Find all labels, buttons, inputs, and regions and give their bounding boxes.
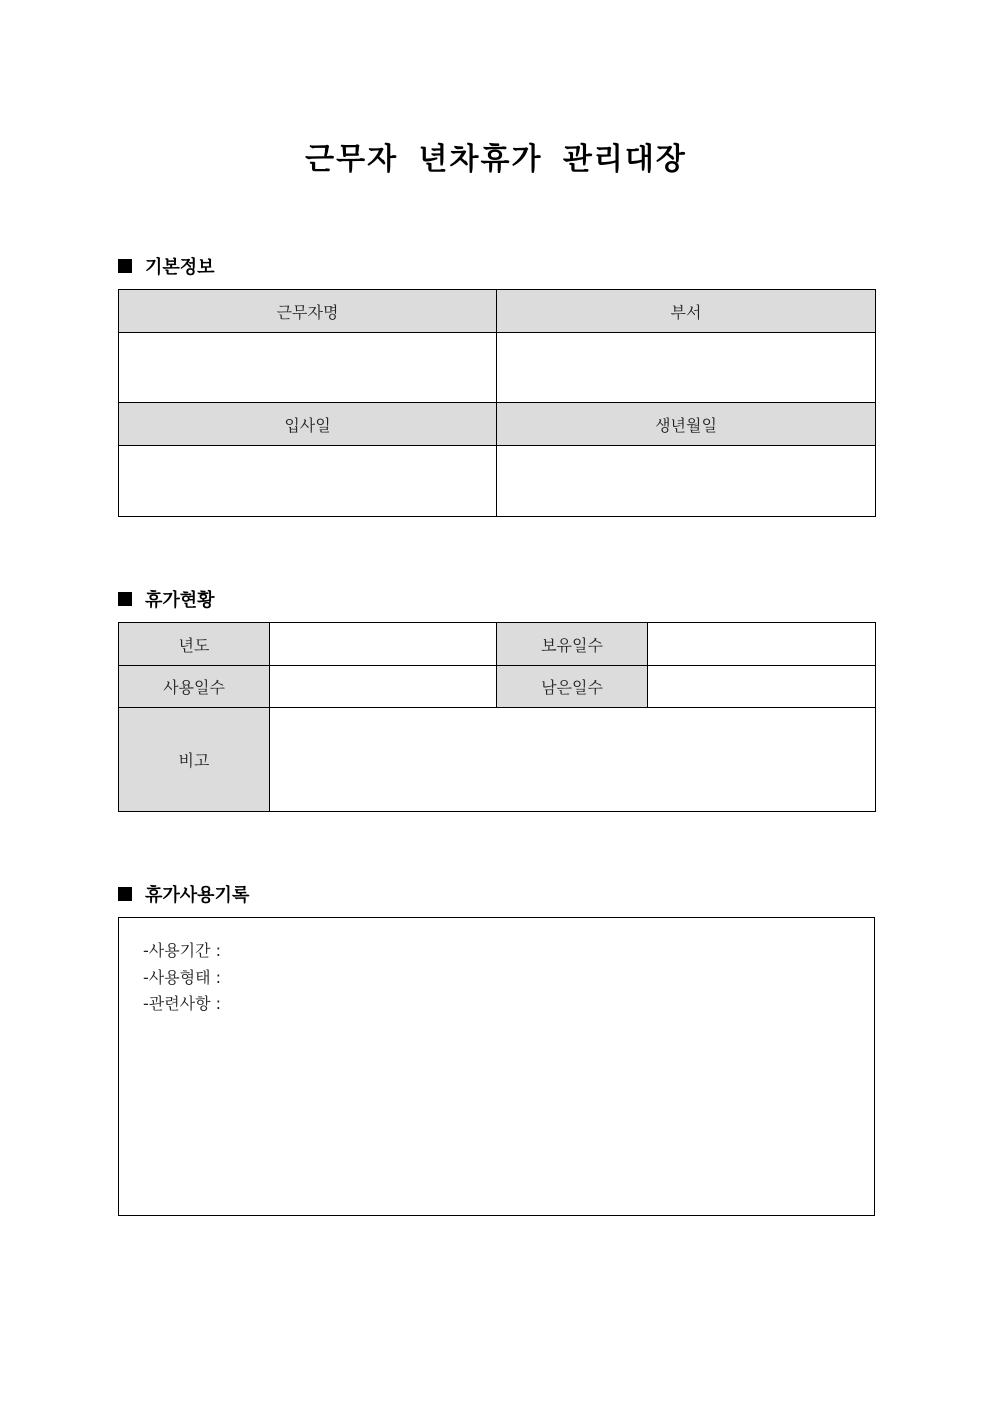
- section-heading-basic-info: [118, 253, 215, 279]
- section-heading-text: 기본정보: [145, 257, 215, 278]
- total-days-label: 보유일수: [497, 623, 648, 666]
- remaining-days-field[interactable]: [648, 666, 876, 708]
- year-field[interactable]: [270, 623, 497, 666]
- birth-date-label: 생년월일: [497, 403, 876, 446]
- square-bullet-icon: [118, 259, 132, 273]
- remaining-days-label: 남은일수: [497, 666, 648, 708]
- hire-date-field[interactable]: [119, 446, 497, 517]
- employee-name-field[interactable]: [119, 333, 497, 403]
- basic-info-table: [118, 289, 876, 517]
- section-heading-text: 휴가사용기록: [145, 885, 250, 906]
- section-heading-leave-record: [118, 881, 249, 907]
- total-days-field[interactable]: [648, 623, 876, 666]
- section-heading-leave-status: [118, 586, 215, 612]
- birth-date-field[interactable]: [497, 446, 876, 517]
- square-bullet-icon: [118, 592, 132, 606]
- remarks-field[interactable]: [270, 708, 876, 812]
- employee-name-label: 근무자명: [119, 290, 497, 333]
- leave-status-table: [118, 622, 876, 812]
- page-title: 근무자 년차휴가 관리대장: [305, 142, 687, 177]
- usage-type-line: [143, 965, 221, 988]
- hire-date-label: 입사일: [119, 403, 497, 446]
- department-field[interactable]: [497, 333, 876, 403]
- section-heading-text: 휴가현황: [145, 590, 215, 611]
- usage-period-label: -사용기간 :: [143, 941, 222, 960]
- used-days-label: 사용일수: [119, 666, 270, 708]
- related-notes-label: -관련사항 :: [143, 994, 222, 1013]
- usage-type-label: -사용형태 :: [143, 968, 222, 987]
- related-notes-line: [143, 991, 221, 1014]
- usage-period-line: [143, 938, 221, 961]
- leave-record-box[interactable]: [118, 917, 875, 1216]
- square-bullet-icon: [118, 887, 132, 901]
- year-label: 년도: [119, 623, 270, 666]
- remarks-label: 비고: [119, 708, 270, 812]
- used-days-field[interactable]: [270, 666, 497, 708]
- department-label: 부서: [497, 290, 876, 333]
